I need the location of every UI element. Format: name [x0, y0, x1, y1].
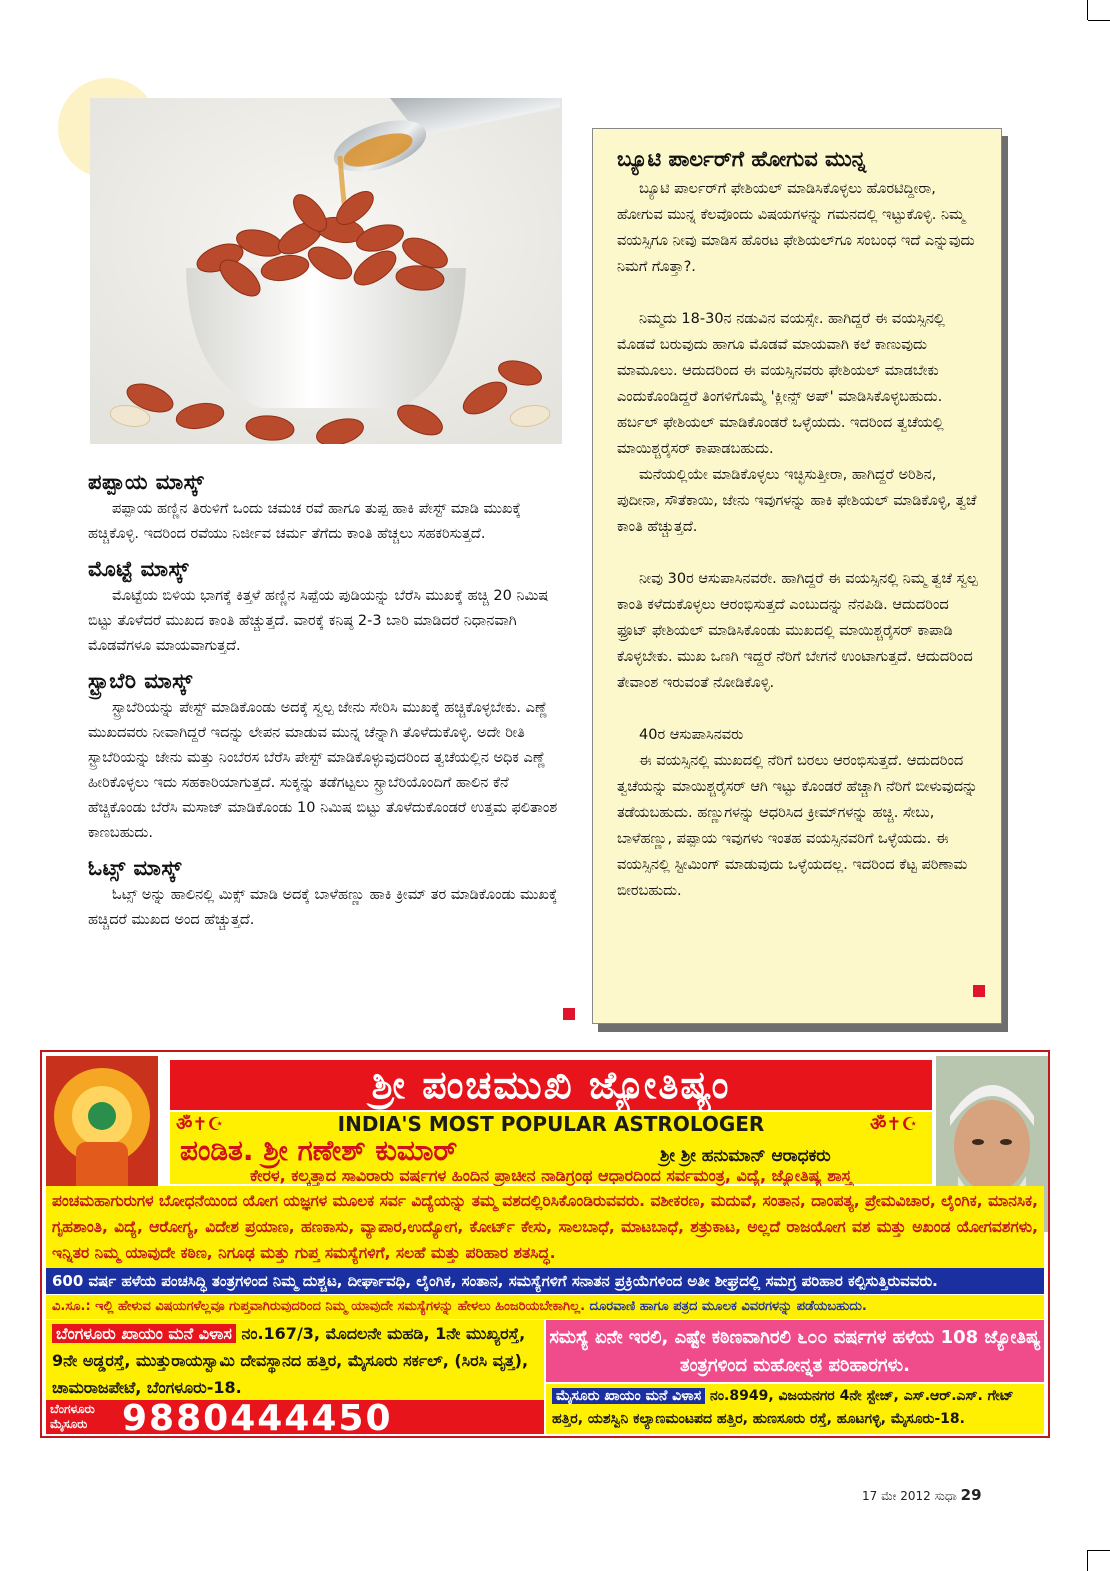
mysore-address-text: ನಂ.8949, ವಿಜಯನಗರ 4ನೇ ಸ್ಟೇಜ್, ಎಸ್.ಆರ್.ಎಸ್. ಗೇಟ್ ಹತ್ತಿರ, ಯಶಸ್ವಿನಿ ಕಲ್ಯಾಣಮಂಟಪದ ಹತ್ತಿರ, ಹುಣಸೂರು ರಸ್ತೆ, ಹೂಟಗಳ್ಳಿ, ಮೈಸೂರು-18.: [552, 1388, 1014, 1427]
mysore-address-label: ಮೈಸೂರು ಖಾಯಂ ಮನೆ ವಿಳಾಸ: [552, 1388, 705, 1404]
crop-mark: [1087, 1550, 1088, 1571]
crop-mark: [1088, 1550, 1110, 1551]
ad-services-text: ಪಂಚಮಹಾಗುರುಗಳ ಬೋಧನೆಯಿಂದ ಯೋಗ ಯಜ್ಞಗಳ ಮೂಲಕ ಸರ್ವ ವಿದ್ಯೆಯನ್ನು ತಮ್ಮ ವಶದಲ್ಲಿರಿಸಿಕೊಂಡಿರುವವರು. ವಶೀಕರಣ, ಮದುವೆ, ಸಂತಾನ, ದಾಂಪತ್ಯ, ಪ್ರೇಮವಿಚಾರ, ಲೈಂಗಿಕ, ಮಾನಸಿಕ, ಗೃಹಶಾಂತಿ, ವಿದ್ಯೆ, ಆರೋಗ್ಯ, ವಿದೇಶ ಪ್ರಯಾಣ, ಹಣಕಾಸು, ವ್ಯಾಪಾರ,ಉದ್ಯೋಗ, ಕೋರ್ಟ್ ಕೇಸು, ಸಾಲಬಾಧೆ, ಮಾಟಬಾಧೆ, ಶತ್ರುಕಾಟ, ಅಲ್ಲದೆ ರಾಜಯೋಗ ವಶ ಮತ್ತು ಅಖಂಡ ಯೋಗವಶಗಳು, ಇನ್ನಿತರ ನಿಮ್ಮ ಯಾವುದೇ ಕಠಿಣ, ನಿಗೂಢ ಮತ್ತು ಗುಪ್ತ ಸಮಸ್ಯೆಗಳಿಗೆ, ಸಲಹೆ ಮತ್ತು ಪರಿಹಾರ ಶತಸಿದ್ಧ.: [46, 1186, 1044, 1268]
page-number: 29: [960, 1486, 982, 1504]
ad-note: [46, 1295, 1044, 1319]
section-title: ಸ್ಟ್ರಾಬೆರಿ ಮಾಸ್ಕ್: [88, 669, 193, 693]
section-title: ಓಟ್ಸ್ ಮಾಸ್ಕ್: [88, 856, 182, 880]
phone-number[interactable]: 9880444450: [122, 1398, 393, 1439]
crop-mark: [1087, 0, 1088, 20]
sidebar-paragraph: ಈ ವಯಸ್ಸಿನಲ್ಲಿ ಮುಖದಲ್ಲಿ ನೆರಿಗೆ ಬರಲು ಆರಂಭಿಸುತ್ತದೆ. ಆದುದರಿಂದ ತ್ವಚೆಯನ್ನು ಮಾಯಿಶ್ಚರೈಸರ್ ಆಗಿ ಇಟ್ಟು ಕೊಂಡರೆ ಹೆಚ್ಚಾಗಿ ನೆರಿಗೆ ಬೀಳುವುದನ್ನು ತಡೆಯಬಹುದು. ಹಣ್ಣುಗಳನ್ನು ಆಧರಿಸಿದ ಕ್ರೀಮ್‌ಗಳನ್ನು ಹಚ್ಚಿ. ಸೇಬು, ಬಾಳೆಹಣ್ಣು, ಪಪ್ಪಾಯ ಇವುಗಳು ಇಂತಹ ವಯಸ್ಸಿನವರಿಗೆ ಒಳ್ಳೆಯದು. ಈ ವಯಸ್ಸಿನಲ್ಲಿ ಸ್ಟೀಮಿಂಗ್ ಮಾಡುವುದು ಒಳ್ಳೆಯದಲ್ಲ. ಇದರಿಂದ ಕೆಟ್ಟ ಪರಿಣಾಮ ಬೀರಬಹುದು.: [617, 753, 978, 899]
phone-cities: [50, 1402, 95, 1432]
ad-promise-box: ಸಮಸ್ಯೆ ಏನೇ ಇರಲಿ, ಎಷ್ಟೇ ಕಠಿಣವಾಗಿರಲಿ ೬೦೦ ವರ್ಷಗಳ ಹಳೆಯ 108 ಜ್ಯೋತಿಷ್ಯ ತಂತ್ರಗಳಿಂದ ಮಹೋನ್ನತ ಪರಿಹಾರಗಳು.: [546, 1320, 1044, 1382]
ad-title: ಶ್ರೀ ಪಂಚಮುಖಿ ಜ್ಯೋತಿಷ್ಯಂ: [170, 1060, 932, 1110]
crop-mark: [1088, 20, 1110, 21]
section-body: ಪಪ್ಪಾಯ ಹಣ್ಣಿನ ತಿರುಳಿಗೆ ಒಂದು ಚಮಚ ರವೆ ಹಾಗೂ ತುಪ್ಪ ಹಾಕಿ ಪೇಸ್ಟ್ ಮಾಡಿ ಮುಖಕ್ಕೆ ಹಚ್ಚಿಕೊಳ್ಳಿ. ಇದರಿಂದ ರವೆಯು ನಿರ್ಜೀವ ಚರ್ಮ ತೆಗೆದು ಕಾಂತಿ ಹೆಚ್ಚಲು ಸಹಕರಿಸುತ್ತದೆ.: [88, 501, 521, 542]
section-body: ಮೊಟ್ಟೆಯ ಬಿಳಿಯ ಭಾಗಕ್ಕೆ ಕಿತ್ತಳೆ ಹಣ್ಣಿನ ಸಿಪ್ಪೆಯ ಪುಡಿಯನ್ನು ಬೆರೆಸಿ ಮುಖಕ್ಕೆ ಹಚ್ಚಿ 20 ನಿಮಿಷ ಬಿಟ್ಟು ತೊಳೆದರೆ ಮುಖದ ಕಾಂತಿ ಹೆಚ್ಚುತ್ತದೆ. ವಾರಕ್ಕೆ ಕನಿಷ್ಠ 2-3 ಬಾರಿ ಮಾಡಿದರೆ ನಿಧಾನವಾಗಿ ಮೊಡವೆಗಳೂ ಮಾಯವಾಗುತ್ತದೆ.: [88, 588, 549, 654]
phone-band: [46, 1398, 544, 1439]
left-article-column: [88, 470, 566, 933]
city-bangalore: ಬೆಂಗಳೂರು: [50, 1402, 95, 1416]
section-body: ಸ್ಟ್ರಾಬೆರಿಯನ್ನು ಪೇಸ್ಟ್ ಮಾಡಿಕೊಂಡು ಅದಕ್ಕೆ ಸ್ವಲ್ಪ ಜೇನು ಸೇರಿಸಿ ಮುಖಕ್ಕೆ ಹಚ್ಚಿಕೊಳ್ಳಬೇಕು. ಎಣ್ಣೆ ಮುಖದವರು ನೀವಾಗಿದ್ದರೆ ಇದನ್ನು ಲೇಪನ ಮಾಡುವ ಮುನ್ನ ಚೆನ್ನಾಗಿ ತೊಳೆದುಕೊಳ್ಳಿ. ಅದೇ ರೀತಿ ಸ್ಟ್ರಾಬೆರಿಯನ್ನು ಜೇನು ಮತ್ತು ನಿಂಬೆರಸ ಬೆರೆಸಿ ಪೇಸ್ಟ್ ಮಾಡಿಕೊಳ್ಳುವುದರಿಂದ ತ್ವಚೆಯಲ್ಲಿನ ಅಧಿಕ ಎಣ್ಣೆ ಹೀರಿಕೊಳ್ಳಲು ಇದು ಸಹಕಾರಿಯಾಗುತ್ತದೆ. ಸುಕ್ಕನ್ನು ತಡೆಗಟ್ಟಲು ಸ್ಟ್ರಾಬೆರಿಯೊಂದಿಗೆ ಹಾಲಿನ ಕೆನೆ ಹೆಚ್ಚಿಕೊಂಡು ಬೆರೆಸಿ ಮಸಾಜ್ ಮಾಡಿಕೊಂಡು 10 ನಿಮಿಷ ಬಿಟ್ಟು ತೊಳೆದುಕೊಂಡರೆ ಉತ್ತಮ ಫಲಿತಾಂಶ ಕಾಣಬಹುದು.: [88, 700, 558, 841]
sidebar-paragraph: ನೀವು 30ರ ಆಸುಪಾಸಿನವರೇ. ಹಾಗಿದ್ದರೆ ಈ ವಯಸ್ಸಿನಲ್ಲಿ ನಿಮ್ಮ ತ್ವಚೆ ಸ್ವಲ್ಪ ಕಾಂತಿ ಕಳೆದುಕೊಳ್ಳಲು ಆರಂಭಿಸುತ್ತದೆ ಎಂಬುದನ್ನು ನೆನಪಿಡಿ. ಆದುದರಿಂದ ಫ್ರೂಟ್ ಫೇಶಿಯಲ್ ಮಾಡಿಸಿಕೊಂಡು ಮುಖದಲ್ಲಿ ಮಾಯಿಶ್ಚರೈಸರ್ ಕಾಪಾಡಿ ಕೊಳ್ಳಬೇಕು. ಮುಖ ಒಣಗಿ ಇದ್ದರೆ ನೆರಿಗೆ ಬೇಗನೆ ಉಂಟಾಗುತ್ತದೆ. ಆದುದರಿಂದ ತೇವಾಂಶ ಇರುವಂತೆ ನೋಡಿಕೊಳ್ಳಿ.: [617, 571, 978, 691]
ad-highlight-line: 600 ವರ್ಷ ಹಳೆಯ ಪಂಚಸಿದ್ಧಿ ತಂತ್ರಗಳಿಂದ ನಿಮ್ಮ ದುಶ್ಚಟ, ದೀರ್ಘಾವಧಿ, ಲೈಂಗಿಕ, ಸಂತಾನ, ಸಮಸ್ಯೆಗಳಿಗೆ ಸನಾತನ ಪ್ರಕ್ರಿಯೆಗಳಿಂದ ಅತೀ ಶೀಘ್ರದಲ್ಲಿ ಸಮಗ್ರ ಪರಿಹಾರ ಕಲ್ಪಿಸುತ್ತಿರುವವರು.: [46, 1268, 1044, 1294]
bangalore-address-text: ನಂ.167/3, ಮೊದಲನೇ ಮಹಡಿ, 1ನೇ ಮುಖ್ಯರಸ್ತೆ, 9ನೇ ಅಡ್ಡರಸ್ತೆ, ಮುತ್ತುರಾಯಸ್ವಾಮಿ ದೇವಸ್ಥಾನದ ಹತ್ತಿರ, ಮೈಸೂರು ಸರ್ಕಲ್, (ಸಿರಸಿ ವೃತ್ತ), ಚಾಮರಾಜಪೇಟೆ, ಬೆಂಗಳೂರು-18.: [52, 1324, 529, 1397]
astrologer-advertisement: [40, 1050, 1050, 1438]
almond-photo: [90, 98, 562, 444]
ad-note-disclaimer: ವಿ.ಸೂ.: ಇಲ್ಲಿ ಹೇಳುವ ವಿಷಯಗಳೆಲ್ಲವೂ ಗುಪ್ತವಾಗಿರುವುದರಿಂದ ನಿಮ್ಮ ಯಾವುದೇ ಸಮಸ್ಯೆಗಳನ್ನು ಹೇಳಲು ಹಿಂಜರಿಯಬೇಕಾಗಿಲ್ಲ.: [52, 1299, 586, 1314]
end-mark: [563, 1008, 575, 1020]
mysore-address: [546, 1384, 1044, 1434]
bangalore-address-label: ಬೆಂಗಳೂರು ಖಾಯಂ ಮನೆ ವಿಳಾಸ: [52, 1324, 236, 1343]
ad-note-contact: ದೂರವಾಣಿ ಹಾಗೂ ಪತ್ರದ ಮೂಲಕ ವಿವರಗಳನ್ನು ಪಡೆಯಬಹುದು.: [589, 1299, 867, 1314]
section-title: ಪಪ್ಪಾಯ ಮಾಸ್ಕ್: [88, 470, 205, 494]
ad-intro-line: ಕೇರಳ, ಕಲ್ಕತ್ತಾದ ಸಾವಿರಾರು ವರ್ಷಗಳ ಹಿಂದಿನ ಪ್ರಾಚೀನ ನಾಡಿಗ್ರಂಥ ಆಧಾರದಿಂದ ಸರ್ವಮಂತ್ರ, ವಿದ್ಯೆ, ಜ್ಯೋತಿಷ್ಯ ಶಾಸ್ತ್ರ: [249, 1166, 852, 1185]
bangalore-address: [46, 1320, 544, 1400]
sidebar-title: ಬ್ಯೂಟಿ ಪಾರ್ಲರ್‌ಗೆ ಹೋಗುವ ಮುನ್ನ: [617, 147, 867, 171]
religious-symbols-icon: ॐ✝☪: [870, 1114, 918, 1135]
sidebar-paragraph: ಮನೆಯಲ್ಲಿಯೇ ಮಾಡಿಕೊಳ್ಳಲು ಇಚ್ಛಿಸುತ್ತೀರಾ, ಹಾಗಿದ್ದರೆ ಅರಿಶಿನ, ಪುದೀನಾ, ಸೌತೆಕಾಯಿ, ಜೇನು ಇವುಗಳನ್ನು ಹಾಕಿ ಫೇಶಿಯಲ್ ಮಾಡಿಕೊಳ್ಳಿ, ತ್ವಚೆ ಕಾಂತಿ ಹೆಚ್ಚುತ್ತದೆ.: [617, 467, 977, 535]
religious-symbols-icon: ॐ✝☪: [176, 1114, 224, 1135]
ad-tagline: INDIA'S MOST POPULAR ASTROLOGER: [337, 1112, 765, 1136]
astrologer-name: ಪಂಡಿತ. ಶ್ರೀ ಗಣೇಶ್ ಕುಮಾರ್: [180, 1134, 458, 1167]
section-title: ಮೊಟ್ಟೆ ಮಾಸ್ಕ್: [88, 557, 189, 581]
sidebar-subhead: 40ರ ಆಸುಪಾಸಿನವರು: [639, 727, 744, 743]
devotee-text: ಶ್ರೀ ಶ್ರೀ ಹನುಮಾನ್ ಆರಾಧಕರು: [660, 1146, 831, 1166]
page-folio: [862, 1486, 982, 1504]
sidebar-paragraph: ಬ್ಯೂಟಿ ಪಾರ್ಲರ್‌ಗೆ ಫೇಶಿಯಲ್ ಮಾಡಿಸಿಕೊಳ್ಳಲು ಹೊರಟಿದ್ದೀರಾ, ಹೋಗುವ ಮುನ್ನ ಕೆಲವೊಂದು ವಿಷಯಗಳನ್ನು ಗಮನದಲ್ಲಿ ಇಟ್ಟುಕೊಳ್ಳಿ. ನಿಮ್ಮ ವಯಸ್ಸಿಗೂ ನೀವು ಮಾಡಿಸ ಹೊರಟ ಫೇಶಿಯಲ್‌ಗೂ ಸಂಬಂಧ ಇದೆ ಎನ್ನುವುದು ನಿಮಗೆ ಗೊತ್ತಾ?.: [617, 181, 975, 275]
sidebar-box: [592, 128, 1002, 1024]
city-mysore: ಮೈಸೂರು: [50, 1417, 88, 1431]
issue-date: 17 ಮೇ 2012: [862, 1489, 931, 1503]
end-mark: [973, 985, 985, 997]
magazine-name: ಸುಧಾ: [934, 1489, 957, 1503]
section-body: ಓಟ್ಸ್ ಅನ್ನು ಹಾಲಿನಲ್ಲಿ ಮಿಕ್ಸ್ ಮಾಡಿ ಅದಕ್ಕೆ ಬಾಳೆಹಣ್ಣು ಹಾಕಿ ಕ್ರೀಮ್ ತರ ಮಾಡಿಕೊಂಡು ಮುಖಕ್ಕೆ ಹಚ್ಚಿದರೆ ಮುಖದ ಅಂದ ಹೆಚ್ಚುತ್ತದೆ.: [88, 887, 558, 928]
sidebar-paragraph: ನಿಮ್ಮದು 18-30ನ ನಡುವಿನ ವಯಸ್ಸೇ. ಹಾಗಿದ್ದರೆ ಈ ವಯಸ್ಸಿನಲ್ಲಿ ಮೊಡವೆ ಬರುವುದು ಹಾಗೂ ಮೊಡವೆ ಮಾಯವಾಗಿ ಕಲೆ ಕಾಣುವುದು ಮಾಮೂಲು. ಆದುದರಿಂದ ಈ ವಯಸ್ಸಿನವರು ಫೇಶಿಯಲ್ ಮಾಡಬೇಕು ಎಂದುಕೊಂಡಿದ್ದರೆ ತಿಂಗಳಿಗೊಮ್ಮೆ 'ಕ್ಲೀನ್ಸ್ ಅಪ್' ಮಾಡಿಸಿಕೊಳ್ಳಬಹುದು. ಹರ್ಬಲ್ ಫೇಶಿಯಲ್ ಮಾಡಿಕೊಂಡರೆ ಒಳ್ಳೆಯದು. ಇದರಿಂದ ತ್ವಚೆಯಲ್ಲಿ ಮಾಯಿಶ್ಚರೈಸರ್ ಕಾಪಾಡಬಹುದು.: [617, 311, 945, 457]
